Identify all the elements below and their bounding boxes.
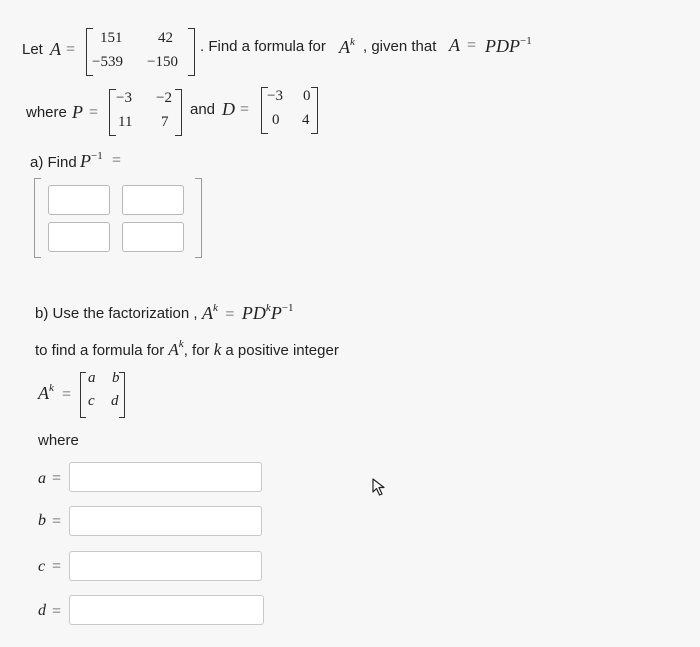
p-inverse-input-22[interactable]: [122, 222, 184, 252]
answer-var: a: [38, 470, 46, 487]
where-label: where: [26, 104, 67, 121]
ak-def-var: $A^k$: [38, 382, 54, 403]
answer-input-c[interactable]: [69, 551, 262, 581]
matrix-a-cell: −539: [92, 54, 123, 70]
where-label-2: where: [38, 432, 79, 449]
ak-matrix-cell: a: [88, 370, 96, 386]
equals-sign: =: [52, 558, 62, 575]
matrix-a-cell: 151: [100, 30, 123, 46]
a-var: A: [449, 35, 460, 55]
and-label: and: [190, 101, 216, 118]
equals-sign: =: [89, 104, 99, 121]
matrix-p-cell: 7: [161, 114, 169, 130]
equals-sign: =: [66, 41, 76, 58]
answer-input-b[interactable]: [69, 506, 262, 536]
answer-var: d: [38, 602, 46, 619]
matrix-d-cell: 0: [303, 88, 311, 104]
part-a-label: a) Find: [30, 154, 77, 171]
answer-input-d[interactable]: [69, 595, 264, 625]
equals-sign: =: [52, 603, 62, 620]
equals-sign: =: [52, 470, 62, 487]
answer-input-a[interactable]: [69, 462, 262, 492]
ak-matrix-cell: c: [88, 393, 95, 409]
mouse-pointer-icon: [371, 477, 387, 497]
factorization-expr: $A^k = PD^kP^{-1}$: [202, 302, 294, 323]
part-b-line2: to find a formula for $A^k$, for k a positive integer: [35, 338, 339, 359]
formula-text: . Find a formula for: [200, 38, 326, 55]
given-text: , given that: [363, 38, 437, 55]
matrix-a-cell: 42: [158, 30, 173, 46]
answer-var: b: [38, 512, 46, 529]
p-inverse-input-12[interactable]: [122, 185, 184, 215]
p-inverse-input-21[interactable]: [48, 222, 110, 252]
matrix-d-cell: 0: [272, 112, 280, 128]
equals-sign: =: [467, 37, 477, 54]
let-label: Let: [22, 41, 43, 58]
part-b-line1: b) Use the factorization ,: [35, 305, 198, 322]
ak-matrix-cell: d: [111, 393, 119, 409]
ak-matrix-cell: b: [112, 370, 120, 386]
p-inverse-input-11[interactable]: [48, 185, 110, 215]
p-inverse: $P^{-1}$: [80, 150, 103, 171]
ak-var: $A^k$: [339, 36, 355, 57]
matrix-p-cell: 11: [118, 114, 133, 130]
equals-sign: =: [52, 513, 62, 530]
pdp-expr: $PDP^{-1}$: [485, 35, 532, 56]
matrix-a-cell: −150: [147, 54, 178, 70]
matrix-p-cell: −3: [116, 90, 132, 106]
equals-sign: =: [112, 152, 122, 169]
matrix-d-cell: 4: [302, 112, 310, 128]
equals-sign: =: [62, 386, 72, 403]
matrix-p-cell: −2: [156, 90, 172, 106]
equals-sign: =: [240, 101, 250, 118]
answer-var: c: [38, 558, 46, 575]
matrix-a-var: A: [50, 39, 61, 59]
d-var: D: [222, 99, 235, 119]
matrix-d-cell: −3: [267, 88, 283, 104]
p-var: P: [72, 102, 83, 122]
